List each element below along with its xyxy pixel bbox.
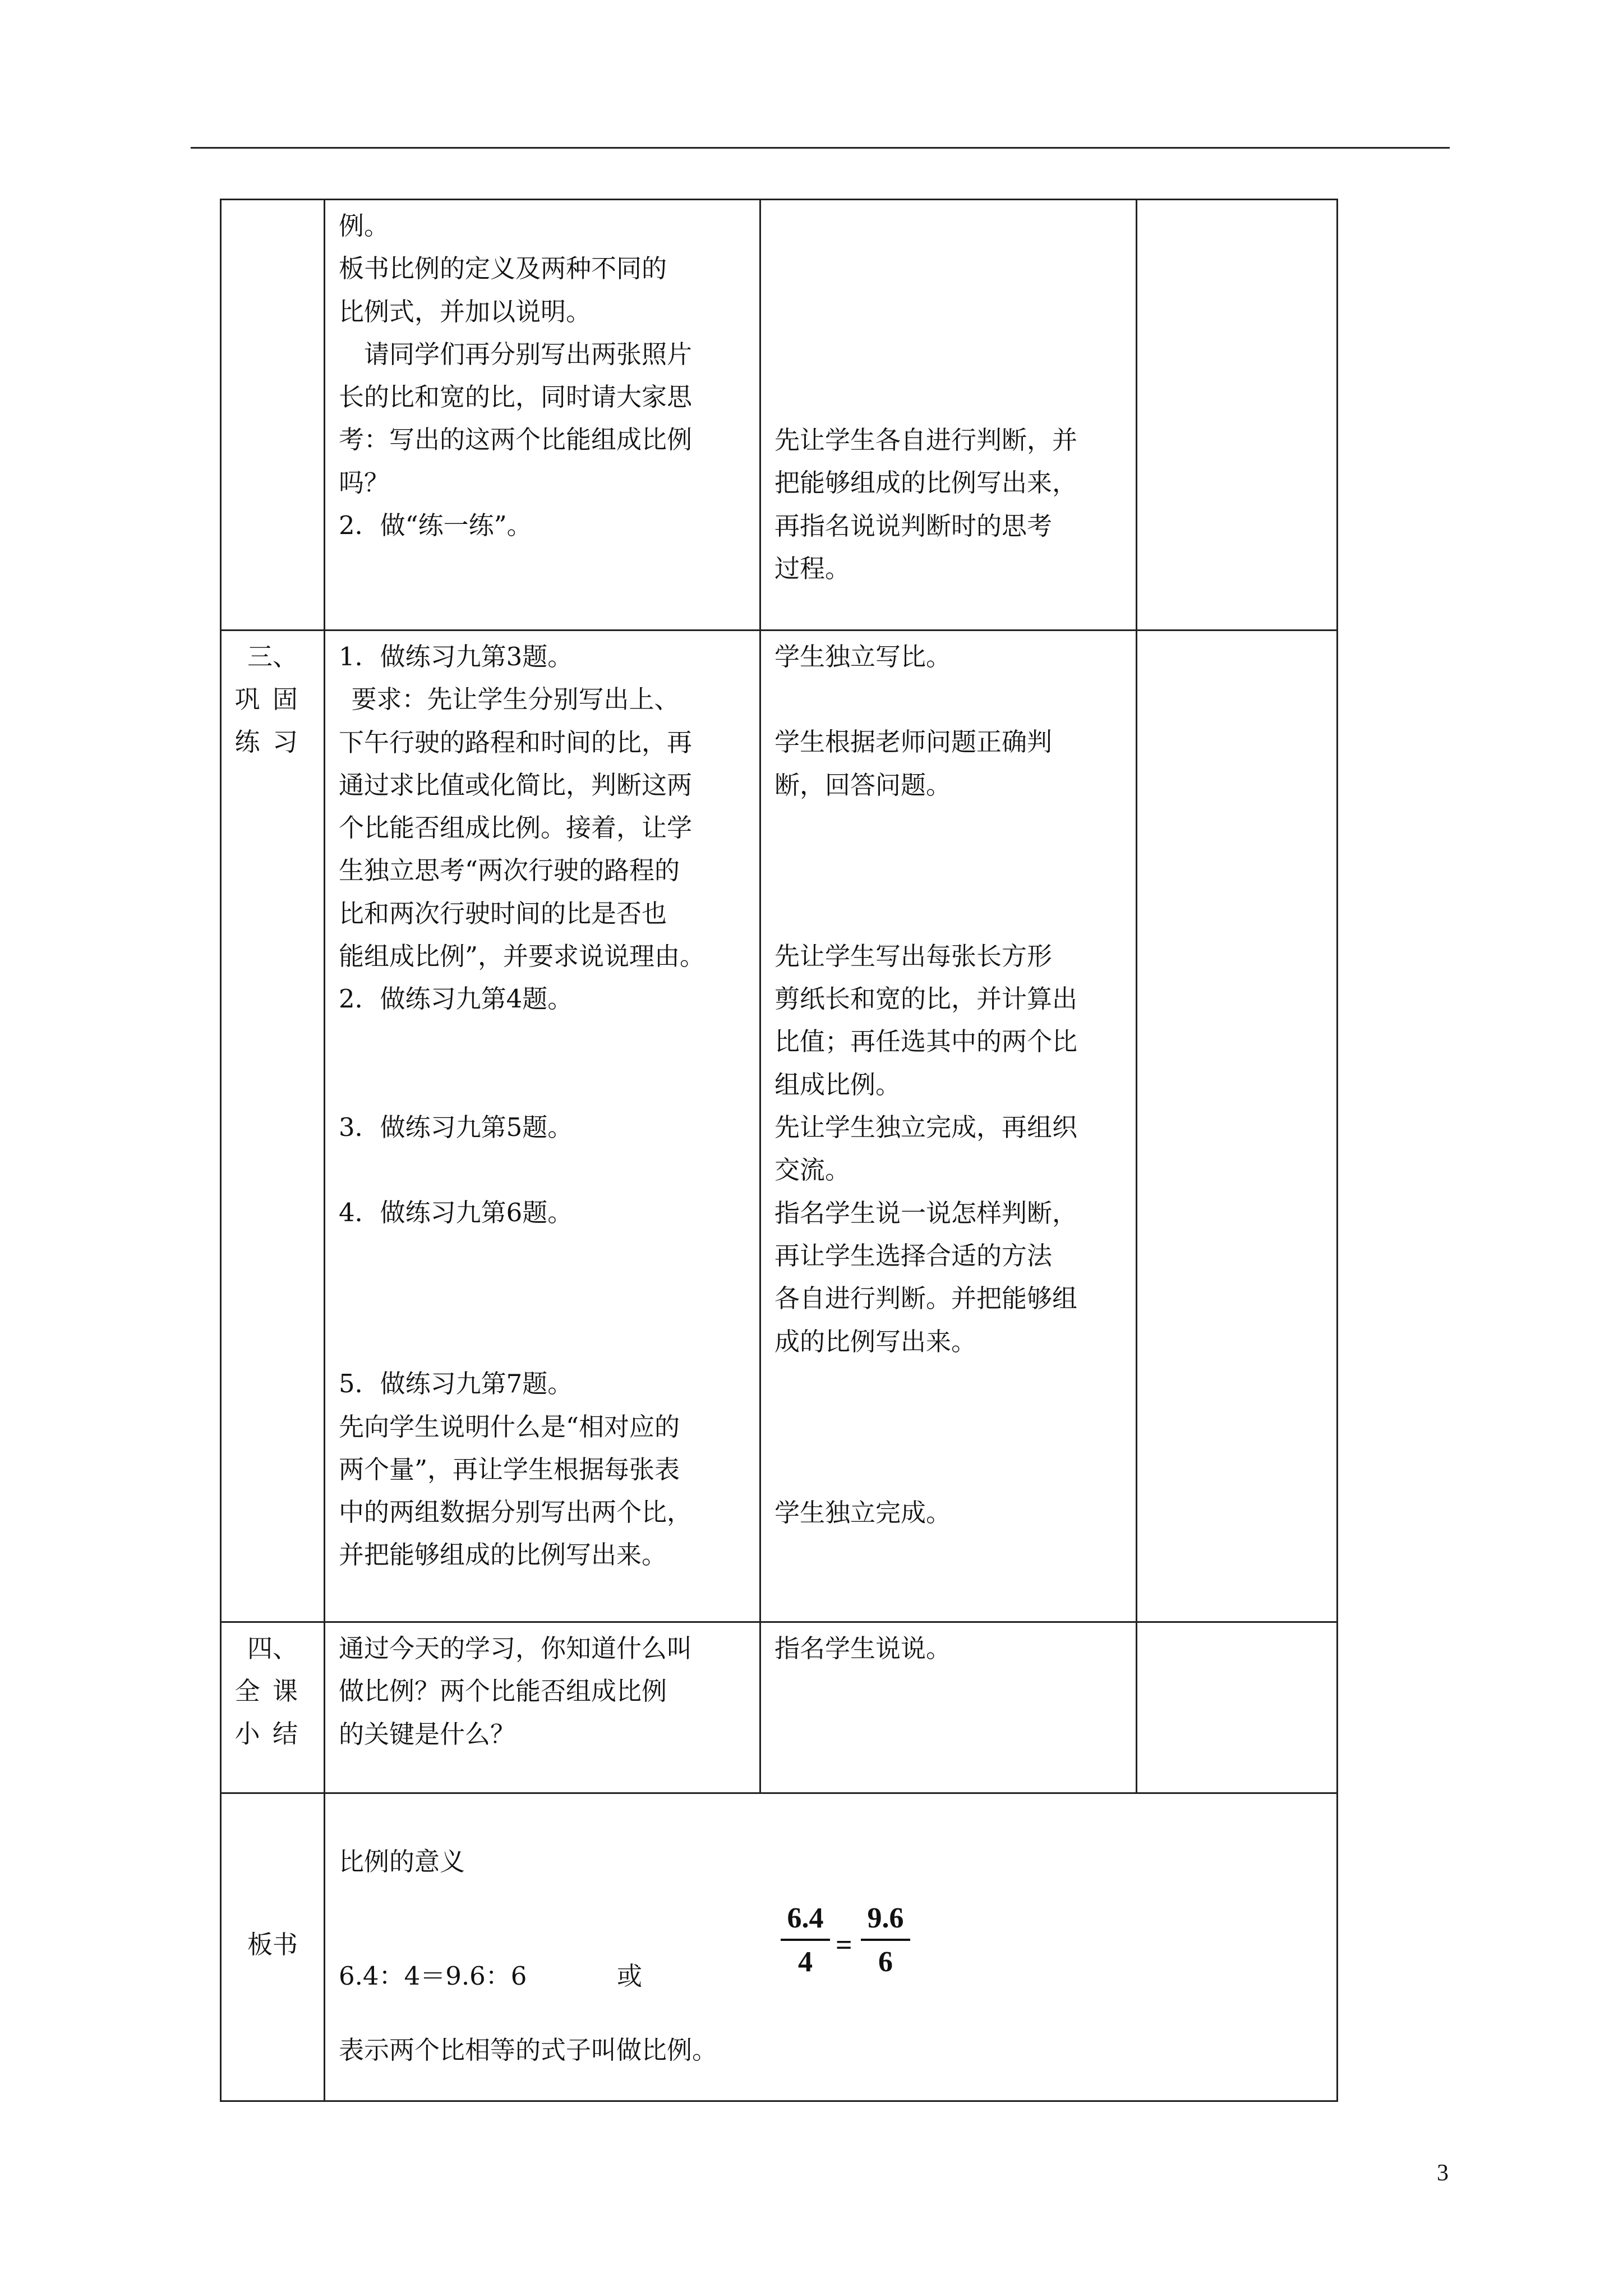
text-line: 学生独立完成。	[774, 1497, 952, 1527]
text-line: 吗？	[339, 467, 390, 498]
student-cell	[760, 200, 1137, 631]
text-line: 通过今天的学习，你知道什么叫	[339, 1634, 693, 1663]
text-line: 个比能否组成比例。接着，让学	[339, 813, 693, 843]
notes-cell	[1137, 200, 1338, 631]
table-row	[221, 200, 1338, 631]
notes-cell	[1137, 631, 1338, 1622]
text-line: 先让学生写出每张长方形	[774, 941, 1053, 971]
board-row	[221, 1793, 1338, 2101]
or-word: 或	[617, 1961, 643, 1991]
stage-label: 练习	[234, 727, 311, 757]
board-label: 板书	[247, 1930, 298, 1959]
text-line: 两个量”，再让学生根据每张表	[339, 1454, 680, 1484]
text-line: 2．做练习九第4题。	[339, 984, 573, 1014]
board-title: 比例的意义	[339, 1847, 465, 1876]
text-line: 再指名说说判断时的思考	[774, 510, 1053, 541]
stage-label: 小结	[234, 1719, 311, 1749]
text-line: 并把能够组成的比例写出来。	[339, 1540, 667, 1570]
fraction-denominator: 4	[798, 1946, 813, 1978]
text-line: 做比例？两个比能否组成比例	[339, 1676, 667, 1706]
table-row	[221, 1622, 1338, 1793]
text-line: 的关键是什么？	[339, 1719, 516, 1749]
board-definition: 表示两个比相等的式子叫做比例。	[339, 2035, 718, 2065]
text-line: 比例式，并加以说明。	[339, 296, 592, 326]
fraction-numerator: 6.4	[781, 1901, 830, 1941]
stage-cell	[221, 631, 325, 1622]
text-line: 5．做练习九第7题。	[339, 1369, 573, 1399]
text-line: 下午行驶的路程和时间的比，再	[339, 727, 693, 757]
text-line: 先让学生独立完成，再组织	[774, 1112, 1078, 1143]
activity-cell	[325, 200, 760, 631]
fraction-right	[861, 1901, 910, 1984]
ratio-expression: 6.4：4＝9.6：6	[339, 1961, 527, 1991]
text-line: 例。	[339, 211, 390, 241]
text-line: 中的两组数据分别写出两个比，	[339, 1497, 693, 1527]
text-line: 通过求比值或化简比，判断这两	[339, 770, 693, 800]
stage-label: 三、	[247, 642, 298, 671]
text-line: 长的比和宽的比，同时请大家思	[339, 382, 693, 412]
stage-cell	[221, 1622, 325, 1793]
text-line: 2．做“练一练”。	[339, 510, 532, 541]
text-line: 指名学生说说。	[774, 1634, 952, 1663]
text-line: 请同学们再分别写出两张照片	[364, 339, 693, 369]
text-line: 交流。	[774, 1155, 851, 1185]
text-line: 成的比例写出来。	[774, 1326, 977, 1356]
text-line: 学生独立写比。	[774, 642, 952, 671]
text-line: 比值；再任选其中的两个比	[774, 1027, 1078, 1057]
table-row	[221, 631, 1338, 1622]
text-line: 学生根据老师问题正确判	[774, 727, 1053, 757]
stage-cell	[221, 200, 325, 631]
text-line: 板书比例的定义及两种不同的	[339, 254, 667, 284]
text-line: 比和两次行驶时间的比是否也	[339, 898, 667, 928]
activity-cell	[325, 1622, 760, 1793]
page-number: 3	[1437, 2160, 1449, 2186]
text-line: 剪纸长和宽的比，并计算出	[774, 984, 1078, 1014]
text-line: 3．做练习九第5题。	[339, 1112, 573, 1142]
fraction-numerator: 9.6	[861, 1901, 910, 1941]
notes-cell	[1137, 1622, 1338, 1793]
text-line: 过程。	[774, 553, 851, 583]
text-line: 各自进行判断。并把能够组	[774, 1283, 1078, 1314]
fraction-denominator: 6	[878, 1946, 893, 1978]
text-line: 指名学生说一说怎样判断，	[774, 1198, 1078, 1228]
text-line: 断，回答问题。	[774, 770, 952, 800]
student-cell	[760, 1622, 1137, 1793]
text-line: 4．做练习九第6题。	[339, 1197, 573, 1227]
equals-sign: =	[836, 1929, 852, 1961]
fraction-left	[781, 1901, 830, 1984]
activity-cell	[325, 631, 760, 1622]
text-line: 组成比例。	[774, 1069, 901, 1099]
board-content-cell	[325, 1793, 1338, 2101]
stage-label: 四、	[247, 1634, 298, 1663]
text-line: 考：写出的这两个比能组成比例	[339, 425, 693, 455]
student-cell	[760, 631, 1137, 1622]
lesson-plan-table	[220, 199, 1338, 2102]
text-line: 再让学生选择合适的方法	[774, 1240, 1053, 1271]
text-line: 要求：先让学生分别写出上、	[351, 684, 680, 715]
text-line: 能组成比例”，并要求说说理由。	[339, 941, 706, 972]
text-line: 先向学生说明什么是“相对应的	[339, 1411, 680, 1442]
text-line: 生独立思考“两次行驶的路程的	[339, 855, 680, 886]
stage-label: 巩固	[234, 684, 311, 714]
text-line: 1．做练习九第3题。	[339, 642, 573, 671]
stage-label: 全课	[234, 1676, 311, 1706]
text-line: 先让学生各自进行判断，并	[774, 425, 1078, 455]
header-rule	[191, 147, 1450, 149]
board-label-cell	[221, 1793, 325, 2101]
text-line: 把能够组成的比例写出来，	[774, 468, 1078, 498]
